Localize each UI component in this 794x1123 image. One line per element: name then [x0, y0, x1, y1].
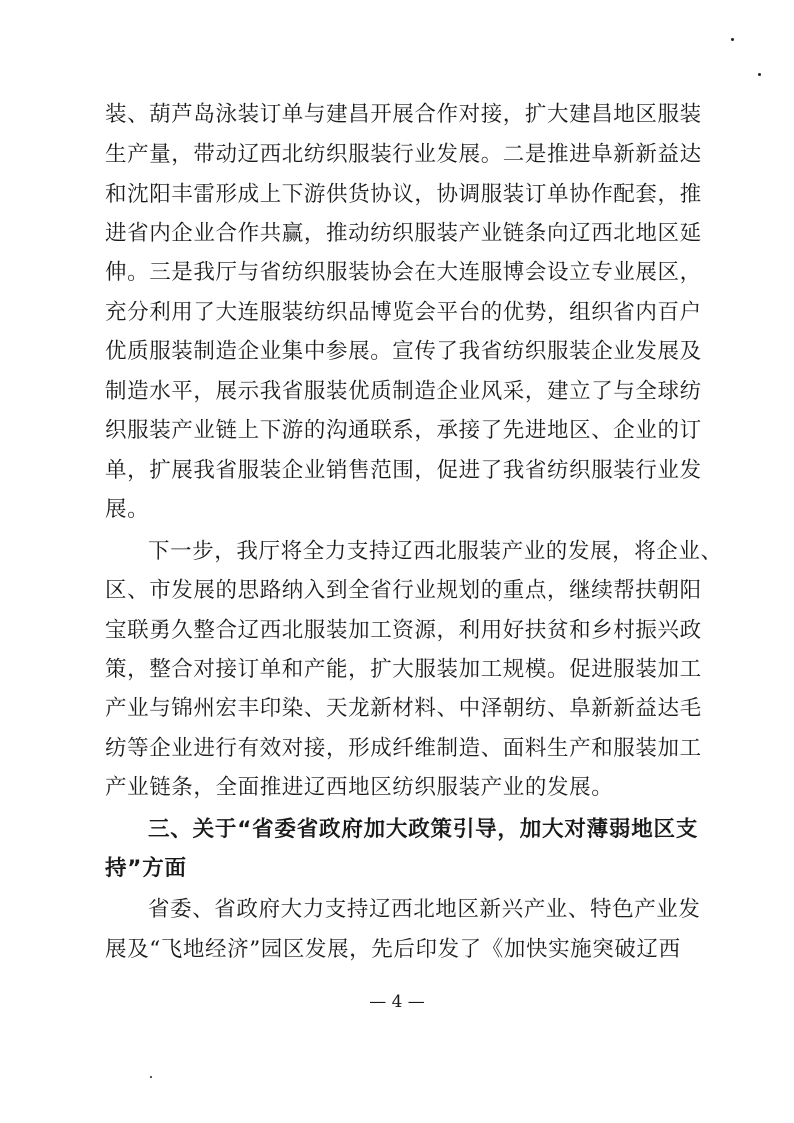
body-text-line: 区、市发展的思路纳入到全省行业规划的重点，继续帮扶朝阳: [105, 578, 702, 603]
body-text-line: 单，扩展我省服装企业销售范围，促进了我省纺织服装行业发: [105, 458, 702, 483]
section-heading-continuation: 持”方面: [105, 856, 187, 881]
scan-speck: [758, 73, 761, 76]
body-text-line: 和沈阳丰雷形成上下游供货协议，协调服装订单协作配套，推: [105, 182, 702, 207]
body-text-line: 伸。三是我厅与省纺织服装协会在大连服博会设立专业展区，: [105, 260, 702, 285]
body-text-line: 生产量，带动辽西北纺织服装行业发展。二是推进阜新新益达: [105, 142, 702, 167]
body-text-line: 优质服装制造企业集中参展。宣传了我省纺织服装企业发展及: [105, 339, 702, 364]
body-text-line: 进省内企业合作共赢，推动纺织服装产业链条向辽西北地区延: [105, 221, 702, 246]
scan-speck: [150, 1076, 152, 1078]
paragraph-first-line: 省委、省政府大力支持辽西北地区新兴产业、特色产业发: [148, 897, 701, 922]
body-text-line: 展及“飞地经济”园区发展，先后印发了《加快实施突破辽西: [105, 937, 681, 962]
body-text-line: 产业与锦州宏丰印染、天龙新材料、中泽朝纺、阜新新益达毛: [105, 696, 702, 721]
body-text-line: 充分利用了大连服装纺织品博览会平台的优势，组织省内百户: [105, 300, 702, 325]
body-text-line: 宝联勇久整合辽西北服装加工资源，利用好扶贫和乡村振兴政: [105, 618, 702, 643]
body-text-line: 制造水平，展示我省服装优质制造企业风采，建立了与全球纺: [105, 379, 702, 404]
body-text-line: 展。: [105, 497, 150, 522]
scan-speck: [731, 38, 734, 41]
page-number: — 4 —: [369, 992, 425, 1012]
body-text-line: 织服装产业链上下游的沟通联系，承接了先进地区、企业的订: [105, 418, 702, 443]
body-text-line: 产业链条，全面推进辽西地区纺织服装产业的发展。: [105, 775, 614, 800]
paragraph-first-line: 下一步，我厅将全力支持辽西北服装产业的发展，将企业、: [148, 539, 723, 564]
section-heading: 三、关于“省委省政府加大政策引导，加大对薄弱地区支: [148, 817, 699, 842]
body-text-line: 装、葫芦岛泳装订单与建昌开展合作对接，扩大建昌地区服装: [105, 102, 702, 127]
body-text-line: 纺等企业进行有效对接，形成纤维制造、面料生产和服装加工: [105, 736, 702, 761]
body-text-line: 策，整合对接订单和产能，扩大服装加工规模。促进服装加工: [105, 657, 702, 682]
